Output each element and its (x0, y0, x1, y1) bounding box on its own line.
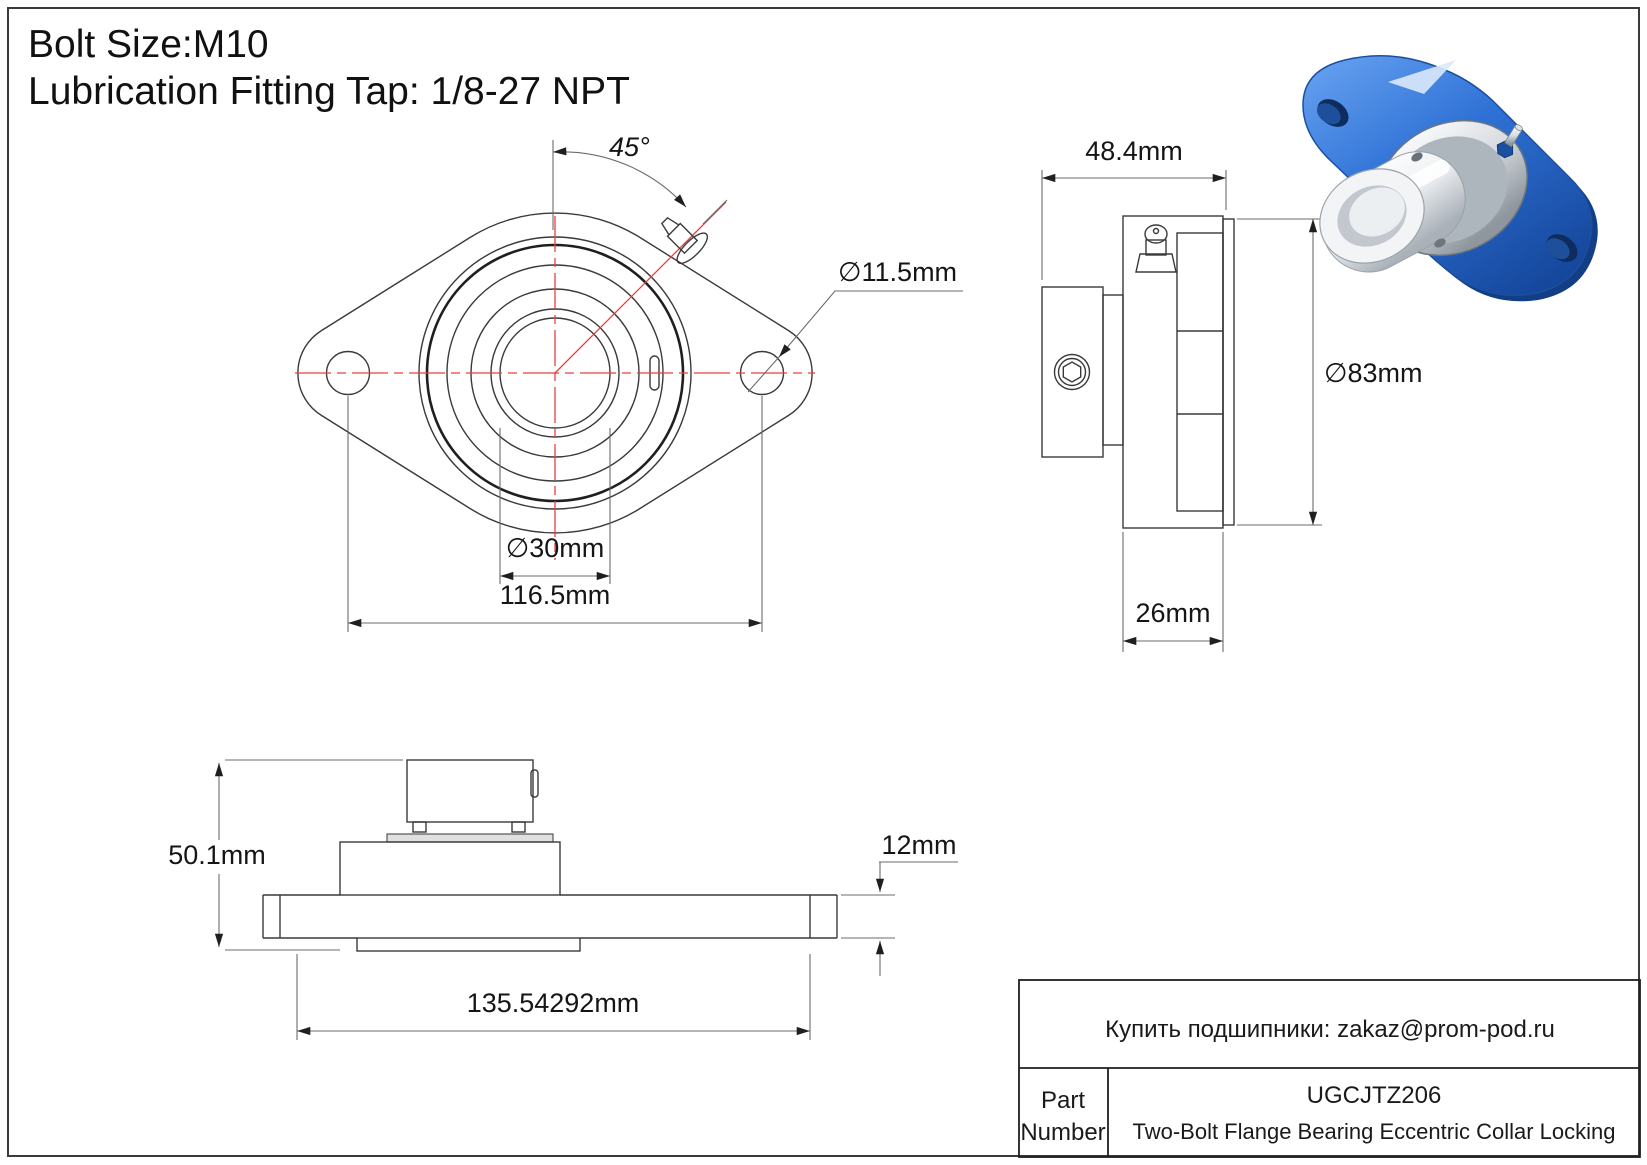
dim-bolt-hole-label: ∅11.5mm (838, 257, 958, 287)
bearing-insert-side (1177, 233, 1223, 511)
dim-total-height (168, 760, 403, 950)
dim-housing-width (1123, 532, 1223, 652)
title-block (1019, 980, 1640, 1157)
collar-foot-right (512, 822, 525, 832)
part-number-label-line2: Number (1020, 1119, 1106, 1146)
part-number-label-line1: Part (1040, 1087, 1086, 1114)
inner-ring-step (1103, 295, 1123, 445)
collar-side (1042, 287, 1103, 457)
grease-fitting-front (651, 207, 712, 268)
bottom-view (168, 760, 958, 1040)
collar-elevation (407, 760, 533, 822)
centerline-45deg (555, 202, 726, 373)
spigot-plate (357, 938, 580, 951)
dim-bore-label: ∅30mm (505, 533, 605, 563)
dim-angle-label: 45° (609, 132, 650, 162)
dim-flange-length (297, 954, 810, 1040)
grease-fitting-side (1136, 225, 1176, 272)
lubrication-note: Lubrication Fitting Tap: 1/8-27 NPT (28, 70, 630, 113)
dim-bolt-spacing-label: 116.5mm (499, 580, 611, 610)
part-description: Two-Bolt Flange Bearing Eccentric Collar Locking (1132, 1119, 1616, 1144)
setscrew-boss (1055, 355, 1090, 390)
seller-note: Купить подшипники: zakaz@prom-pod.ru (1105, 1016, 1555, 1043)
flange-bar (263, 895, 837, 938)
dim-flange-thickness (841, 830, 958, 976)
dim-bolt-hole (748, 257, 963, 392)
dim-side-width (1042, 136, 1226, 280)
flange-plate-side (1223, 219, 1234, 525)
dim-total-height-label: 50.1mm (168, 840, 266, 870)
bolt-size-note: Bolt Size:M10 (28, 23, 269, 66)
setscrew-lip (531, 770, 538, 797)
front-view (295, 132, 963, 632)
part-number-value: UGCJTZ206 (1306, 1082, 1442, 1109)
setscrew-hex-socket (1063, 362, 1080, 382)
dim-housing-width-label: 26mm (1135, 598, 1211, 628)
dim-flange-thickness-label: 12mm (881, 830, 957, 860)
bearing-3d-render (1303, 56, 1598, 302)
dim-flange-diameter-label: ∅83mm (1324, 358, 1423, 388)
housing-elevation (340, 842, 560, 895)
collar-foot-left (413, 822, 426, 832)
header-notes (28, 23, 630, 113)
dim-side-width-label: 48.4mm (1085, 136, 1183, 166)
dim-flange-length-label: 135.54292mm (466, 988, 640, 1018)
bearing-ring-edge (387, 834, 553, 842)
